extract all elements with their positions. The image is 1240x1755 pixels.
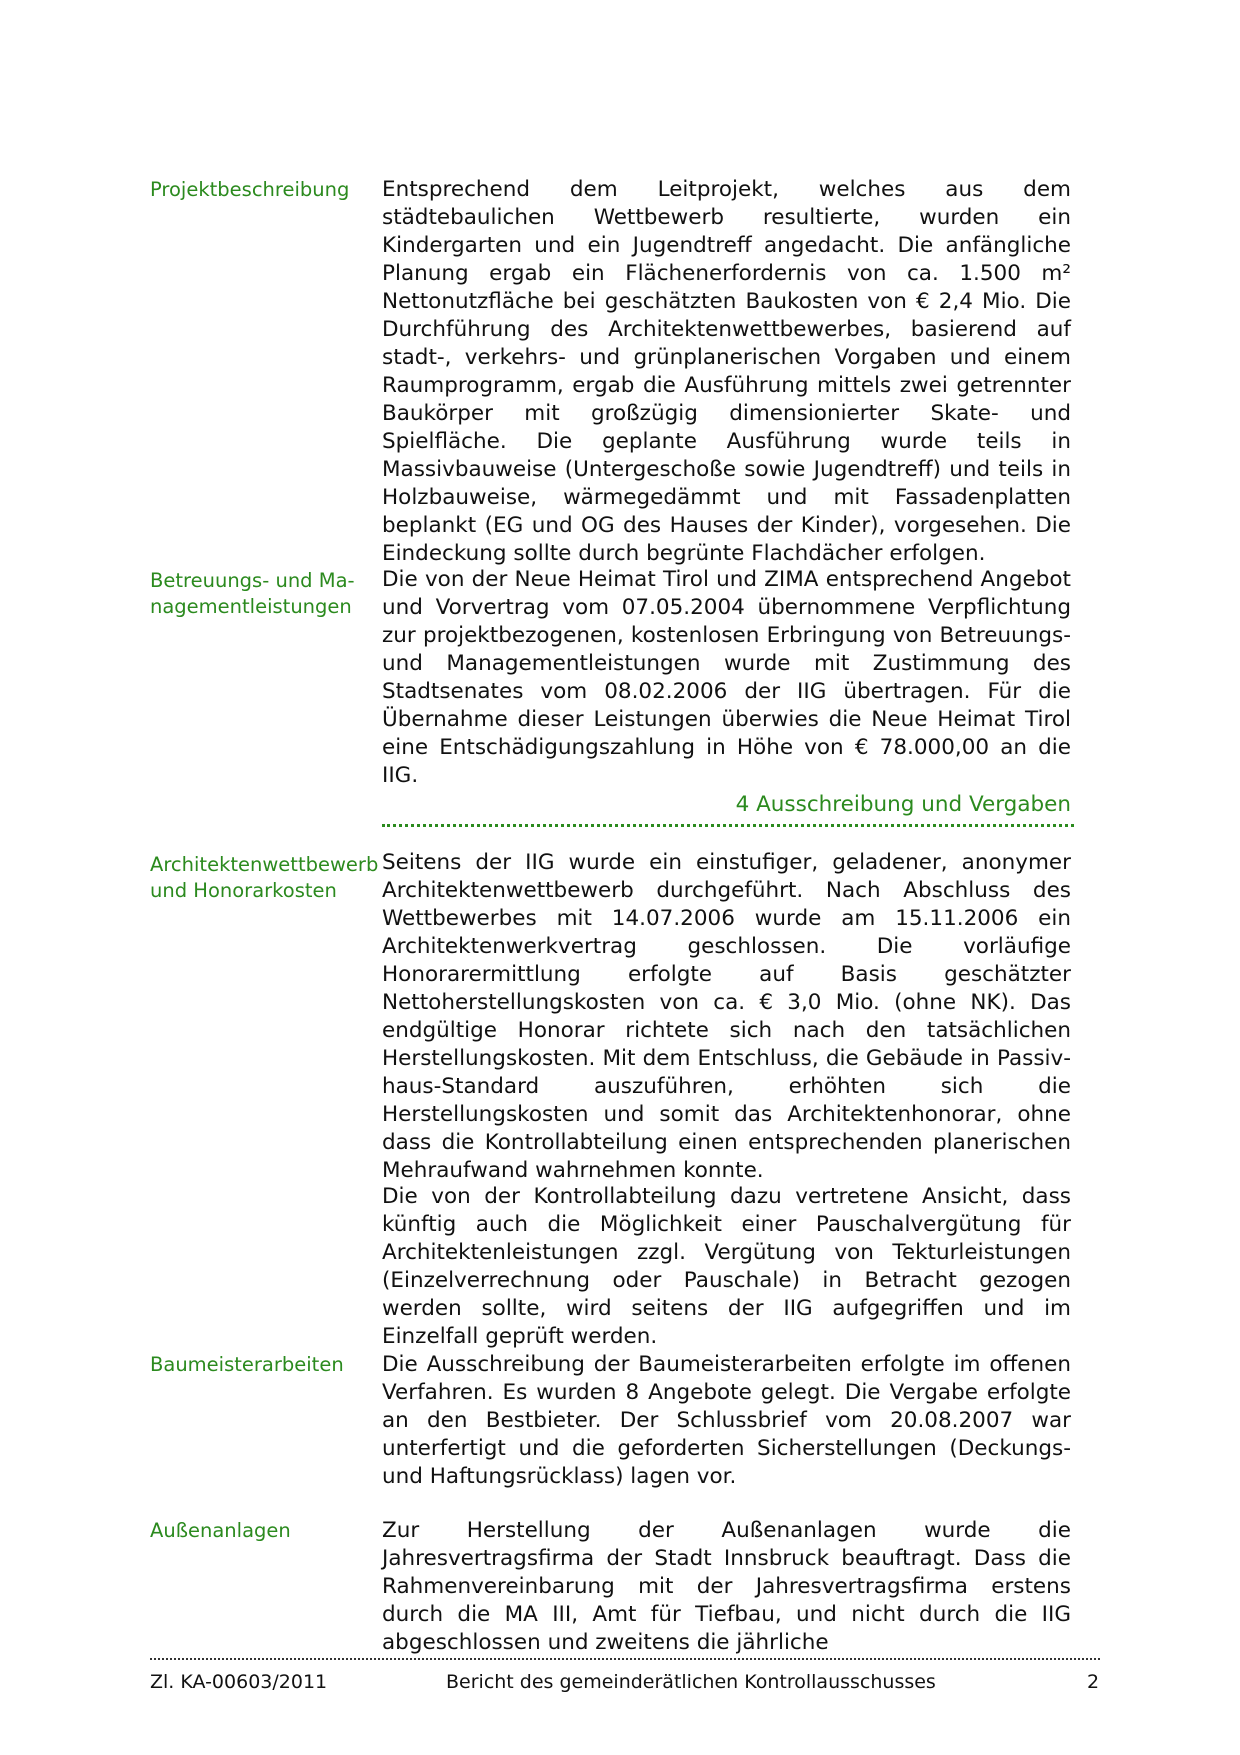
paragraph-projektbeschreibung: Entsprechend dem Leitprojekt, welches aus dem städtebaulichen Wettbewerb resultierte, wurden ein Kindergarten und ein Jugendtreff angedacht. Die anfängliche Planung ergab ein Flächenerfordernis von ca. 1.500 m² Nettonutzfläche bei geschätzten Baukosten von € 2,4 Mio. Die Durchführung des Architektenwettbewerbes, basierend auf stadt-, verkehrs- und grünplanerischen Vorgaben und einem Raumprogramm, ergab die Ausführung mittels zwei getrennter Baukörper mit großzügig dimensionierter Skate- und Spielfläche. Die geplante Ausführung wurde teils in Massivbauweise (Untergeschoße sowie Jugendtreff) und teils in Holzbauweise, wärmegedämmt und mit Fassadenplatten beplankt (EG und OG des Hauses der Kinder), vorgesehen. Die Eindeckung sollte durch begrünte Flachdächer erfolgen. [382,177,1071,566]
paragraph-architektenwettbewerb: Seitens der IIG wurde ein einstufiger, geladener, anonymer Architektenwettbewerb durchgeführt. Nach Abschluss des Wettbewerbes mit 14.07.2006 wurde am 15.11.2006 ein Architektenwerkvertrag geschlossen. Die vorläufige Honorarermittlung erfolgte auf Basis geschätzter Nettoherstellungskosten von ca. € 3,0 Mio. (ohne NK). Das endgültige Honorar richtete sich nach den tatsächlichen Herstellungskosten. Mit dem Entschluss, die Gebäude in Passivhaus-Standard auszuführen, erhöhten sich die Herstellungskosten und somit das Architektenhonorar, ohne dass die Kontrollabteilung einen entsprechenden planerischen Mehraufwand wahrnehmen konnte. [382,850,1071,1183]
margin-label-aussenanlagen: Außenanlagen [150,1519,291,1542]
paragraph-betreuungsleistungen: Die von der Neue Heimat Tirol und ZIMA entsprechend Angebot und Vorvertrag vom 07.05.2004 übernommene Verpflichtung zur projektbezogenen, kostenlosen Erbringung von Betreuungs- und Managementleistungen wurde mit Zustimmung des Stadtsenates vom 08.02.2006 der IIG übertragen. Für die Übernahme dieser Leistungen überwies die Neue Heimat Tirol eine Entschädigungszahlung in Höhe von € 78.000,00 an die IIG. [382,567,1071,788]
heading-divider [382,824,1074,827]
margin-label-baumeisterarbeiten: Baumeisterarbeiten [150,1353,344,1376]
footer-page-number: 2 [1087,1671,1100,1693]
paragraph-aussenanlagen: Zur Herstellung der Außenanlagen wurde die Jahresvertragsfirma der Stadt Innsbruck beauftragt. Dass die Rahmenvereinbarung mit der Jahresvertragsfirma erstens durch die MA III, Amt für Tiefbau, und nicht durch die IIG abgeschlossen und zweitens die jährliche [382,1518,1071,1655]
chapter-heading: 4 Ausschreibung und Vergaben [735,792,1071,817]
footer-title: Bericht des gemeinderätlichen Kontrollausschusses [446,1671,936,1693]
paragraph-baumeisterarbeiten: Die Ausschreibung der Baumeisterarbeiten erfolgte im offenen Verfahren. Es wurden 8 Angebote gelegt. Die Vergabe erfolgte an den Bestbieter. Der Schlussbrief vom 20.08.2007 war unterfertigt und die geforderten Sicherstellungen (Deckungs- und Haftungsrücklass) lagen vor. [382,1352,1071,1489]
margin-label-projektbeschreibung: Projektbeschreibung [150,178,350,201]
margin-label-architektenwettbewerb: Architektenwettbewerb und Honorarkosten [150,853,379,902]
footer-divider [150,1658,1100,1660]
margin-label-betreuungsleistungen: Betreuungs- und Managementleistungen [150,569,355,618]
footer-reference: Zl. KA-00603/2011 [150,1671,328,1693]
paragraph-pauschalverguetung: Die von der Kontrollabteilung dazu vertretene Ansicht, dass künftig auch die Möglichkeit einer Pauschalvergütung für Architektenleistungen zzgl. Vergütung von Tekturleistungen (Einzelverrechnung oder Pauschale) in Betracht gezogen werden sollte, wird seitens der IIG aufgegriffen und im Einzelfall geprüft werden. [382,1184,1071,1349]
